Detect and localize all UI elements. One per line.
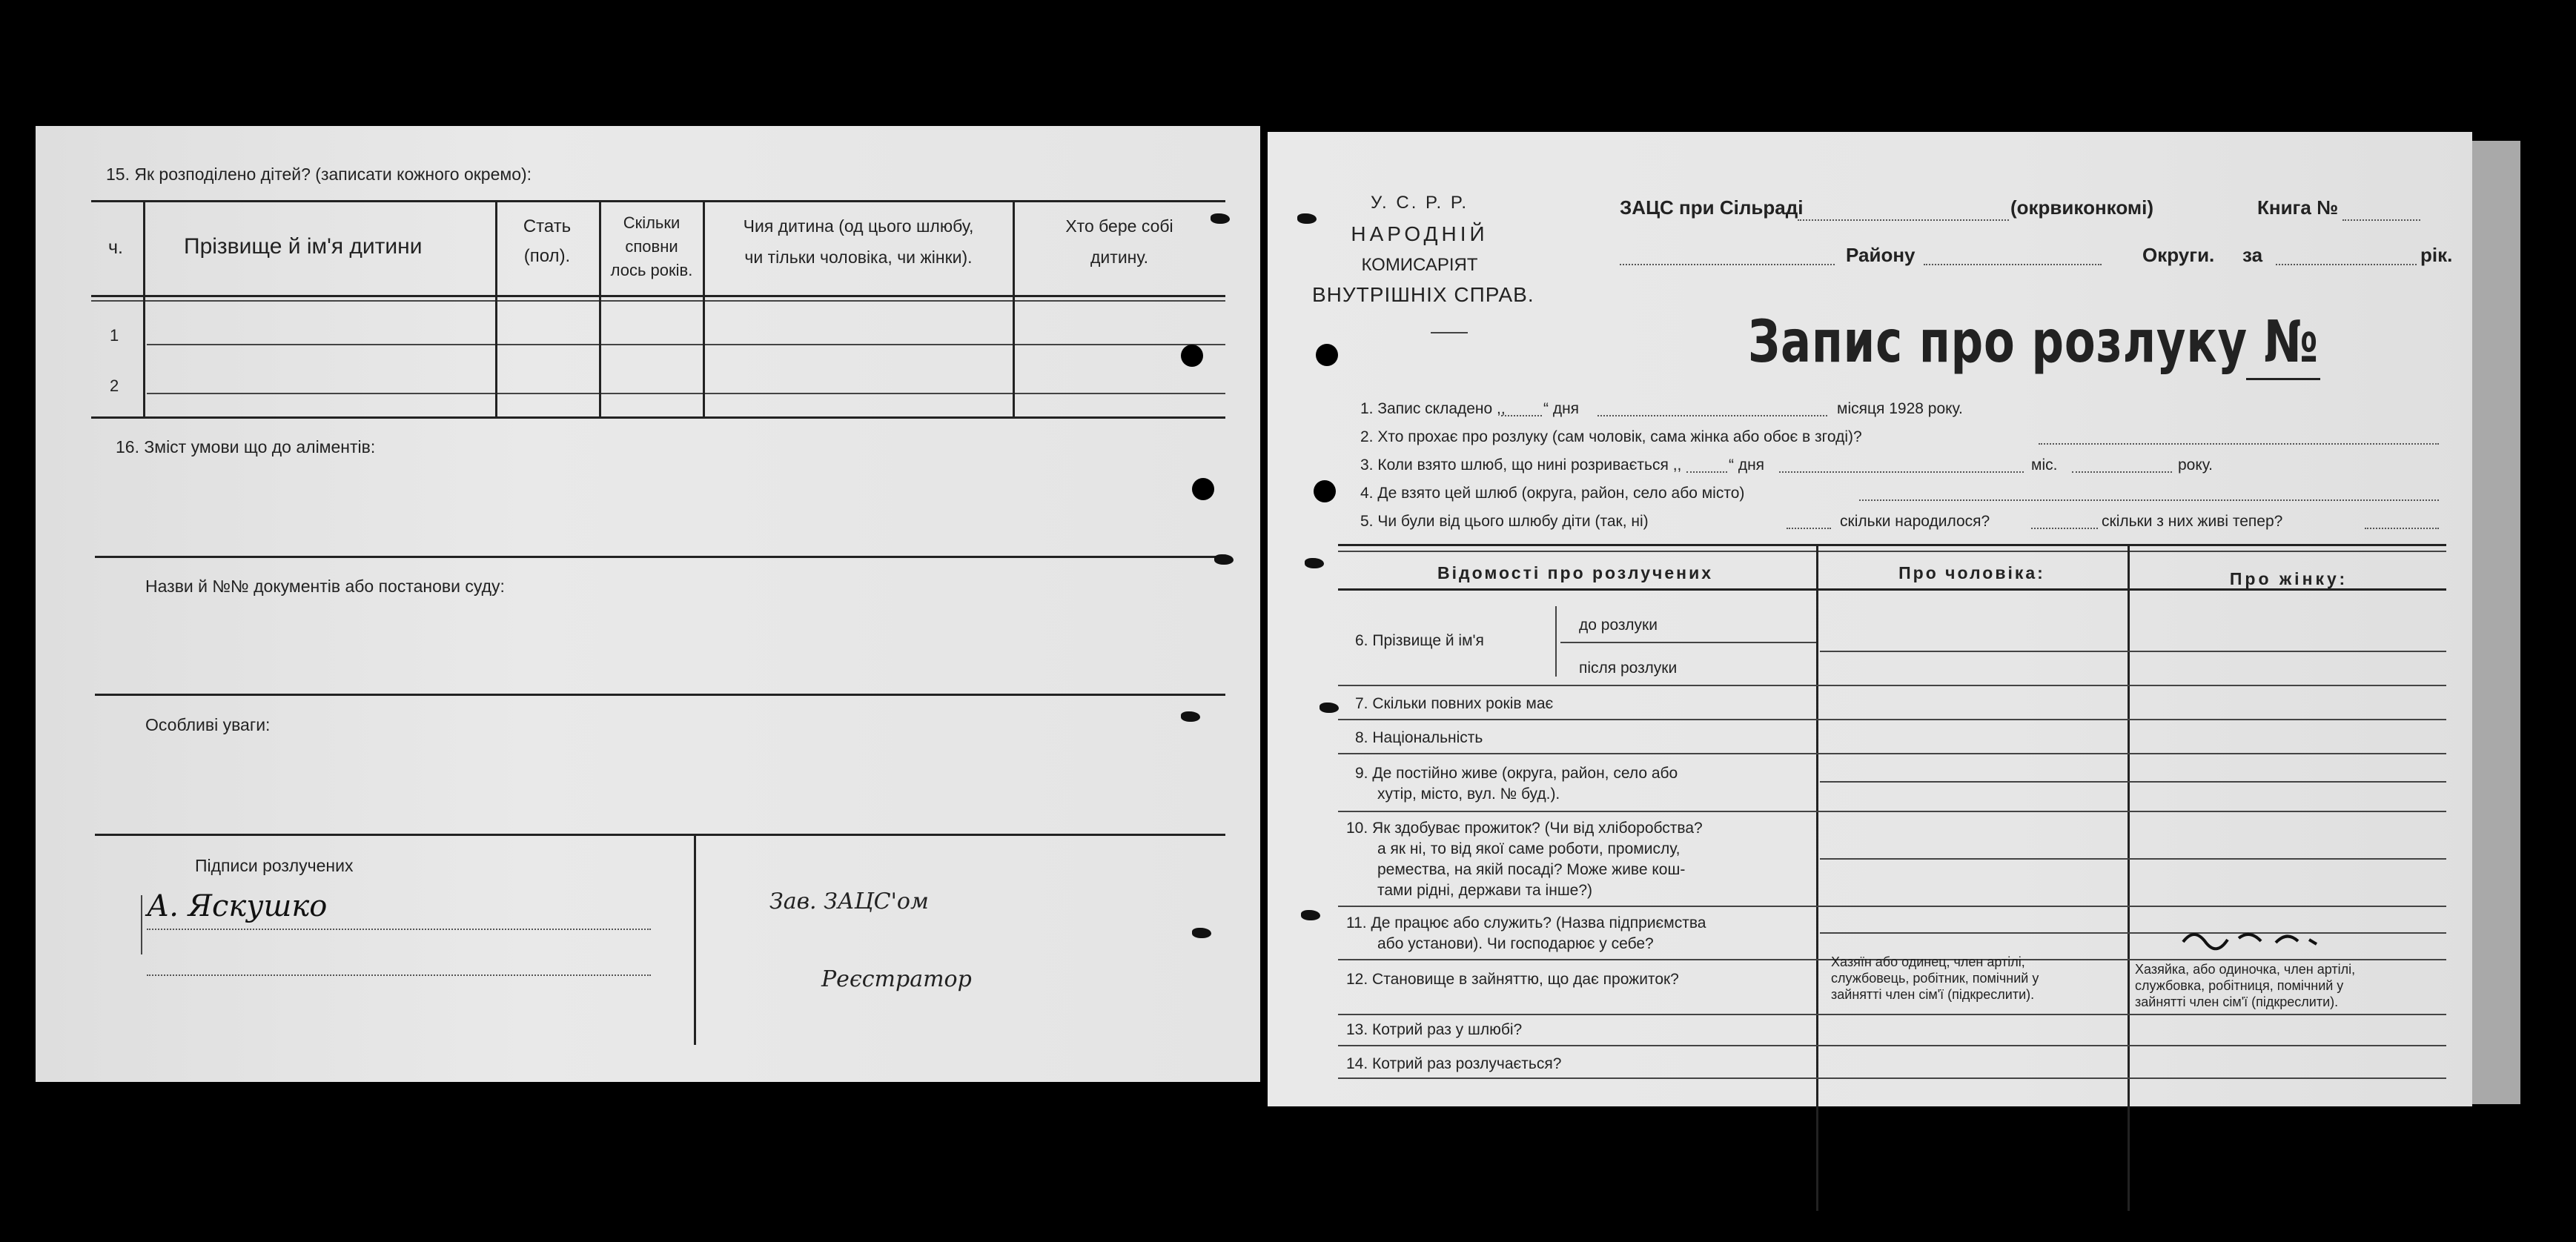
row-rule (1338, 906, 2446, 907)
row-rule (1338, 1014, 2446, 1015)
question-4: 4. Де взято цей шлюб (округа, район, село або місто) (1360, 485, 1745, 502)
binding-hole (1314, 480, 1336, 502)
fill-line (2031, 528, 2098, 529)
row-rule (1338, 719, 2446, 720)
row-number: 2 (110, 376, 119, 395)
wife-status-3: зайнятті член сім'ї (підкреслити). (2135, 994, 2339, 1009)
binding-hole (1316, 344, 1338, 366)
header-child-name: Прізвище й ім'я дитини (184, 234, 423, 259)
registrar-label: Реєстратор (821, 966, 972, 992)
question-2: 2. Хто прохає про розлуку (сам чоловік, сама жінка або обоє в згоді)? (1360, 428, 1862, 445)
header-who-takes-2: дитину. (1090, 248, 1148, 267)
table-top-rule-2 (1338, 551, 2446, 552)
binding-tear (1297, 213, 1317, 224)
commissariat-line-1: НАРОДНІЙ (1351, 222, 1489, 245)
binding-tear (1211, 213, 1230, 224)
question-5-born: скільки народилося? (1840, 513, 1990, 530)
header-num: ч. (108, 237, 123, 258)
signatures-label: Підписи розлучених (195, 856, 354, 875)
table-col-divider (2128, 544, 2130, 1211)
fill-line (1501, 415, 1542, 416)
header-whose-2: чи тільки чоловіка, чи жінки). (744, 248, 973, 267)
brace (1555, 606, 1557, 677)
commissariat-line-3: ВНУТРІШНІХ СПРАВ. (1312, 283, 1534, 306)
fill-line (2039, 443, 2439, 445)
question-6-after: після розлуки (1579, 660, 1678, 677)
binding-hole (1192, 478, 1214, 500)
question-9-line-2: хутір, місто, вул. № буд.). (1377, 786, 1560, 803)
binding-tear (1192, 928, 1211, 938)
row-rule (1820, 858, 2446, 860)
fill-line (1798, 219, 2009, 221)
row-rule (1820, 781, 2446, 783)
fill-line (1859, 499, 2439, 501)
header-sex-sub: (пол). (523, 246, 571, 266)
question-1-day: “ дня (1543, 400, 1580, 417)
wife-status-2: службовка, робітниця, помічний у (2135, 978, 2344, 993)
table-col-divider (495, 200, 497, 416)
fill-line (1787, 528, 1831, 529)
year-za-label: за (2242, 244, 2263, 266)
table-col-divider (143, 200, 145, 416)
row-rule (1338, 1045, 2446, 1046)
rayon-label: Району (1846, 244, 1916, 266)
husband-status-1: Хазяїн або одинец, член артілі, (1831, 954, 2025, 969)
special-notes-label: Особливі уваги: (145, 715, 271, 734)
table-row-rule (147, 393, 1225, 394)
section-rule (95, 556, 1225, 558)
fill-line (2072, 471, 2172, 473)
fill-line (1597, 415, 1827, 416)
header-who-takes: Хто бере собі (1065, 216, 1173, 236)
question-3: 3. Коли взято шлюб, що нині розривається ,, (1360, 456, 1682, 474)
fill-line (2342, 219, 2420, 221)
row-rule (1338, 685, 2446, 686)
table-header-rule (91, 295, 1225, 297)
ussr-label: У. С. Р. Р. (1370, 193, 1469, 213)
header-sex: Стать (523, 216, 572, 236)
row-rule (1820, 932, 2446, 934)
page-title: Запис про розлуку № (1748, 309, 2319, 376)
row-number: 1 (110, 326, 119, 345)
table-header-rule (1338, 588, 2446, 591)
binding-tear (1320, 703, 1339, 713)
year-label: рік. (2420, 244, 2453, 266)
column-wife: Про жінку: (2229, 569, 2348, 588)
question-1-month: місяця 1928 року. (1837, 400, 1963, 417)
binding-tear (1181, 711, 1200, 722)
question-3-year: року. (2178, 456, 2214, 474)
wife-status-1: Хазяйка, або одиночка, член артілі, (2135, 962, 2356, 977)
question-3-day: “ дня (1729, 456, 1765, 474)
table-col-divider (599, 200, 601, 416)
question-11-line-2: або установи). Чи господарює у себе? (1377, 935, 1654, 952)
column-info: Відомості про розлучених (1437, 563, 1713, 582)
table-top-rule (91, 200, 1225, 202)
question-11: 11. Де працює або служить? (Назва підприємства (1346, 914, 1706, 932)
title-number-line (2246, 378, 2320, 380)
row-rule (1338, 811, 2446, 812)
question-5-alive: скільки з них живі тепер? (2102, 513, 2283, 530)
binding-tear (1214, 554, 1234, 565)
question-10-line-4: тами рідні, держави та інше?) (1377, 882, 1593, 899)
okrvykonkom-label: (окрвиконкомі) (2010, 196, 2153, 219)
question-6: 6. Прізвище й ім'я (1355, 632, 1484, 649)
question-3-month: міс. (2031, 456, 2058, 474)
right-page (1268, 132, 2472, 1106)
header-age-2: сповни (625, 237, 678, 256)
question-5: 5. Чи були від цього шлюбу діти (так, ні) (1360, 513, 1649, 530)
book-label: Книга № (2257, 196, 2339, 219)
binding-hole (1181, 345, 1203, 367)
question-6-before: до розлуки (1579, 617, 1658, 634)
row-rule (1560, 642, 1816, 643)
fill-line (1924, 264, 2102, 265)
signature-mark (141, 895, 142, 954)
table-col-divider (1816, 544, 1818, 1211)
binding-tear (1301, 910, 1320, 920)
question-13: 13. Котрий раз у шлюбі? (1346, 1021, 1523, 1038)
binding-tear (1305, 558, 1324, 568)
row-rule (1338, 753, 2446, 754)
okruga-label: Округи. (2142, 244, 2215, 266)
head-of-zags-label: Зав. ЗАЦС'ом (769, 889, 929, 914)
fill-line (2276, 264, 2417, 265)
question-15: 15. Як розподілено дітей? (записати кожного окремо): (106, 165, 532, 184)
question-10-line-2: а як ні, то від якої саме роботи, промислу, (1377, 840, 1681, 857)
zags-label: ЗАЦС при Сільраді (1620, 196, 1804, 219)
table-header-rule-2 (91, 300, 1225, 302)
ornament (1431, 332, 1468, 333)
fill-line (1620, 264, 1835, 265)
fill-line (1779, 471, 2024, 473)
question-8: 8. Національність (1355, 729, 1483, 746)
table-col-divider (703, 200, 705, 416)
section-rule (95, 834, 1225, 836)
handwritten-signature: А. Яскушко (147, 889, 328, 923)
handwritten-mark (2179, 923, 2320, 953)
header-whose: Чия дитина (од цього шлюбу, (743, 216, 974, 236)
header-age-3: лось років. (610, 261, 693, 279)
table-row-rule (147, 344, 1225, 345)
question-10: 10. Як здобуває прожиток? (Чи від хліборобства? (1346, 820, 1703, 837)
question-1: 1. Запис складено ,, (1360, 400, 1506, 417)
table-bottom-rule (91, 416, 1225, 419)
row-rule (1820, 651, 2446, 652)
fill-line (2365, 528, 2439, 529)
row-rule (1338, 1077, 2446, 1079)
question-12: 12. Становище в зайняттю, що дає прожиток? (1346, 971, 1679, 988)
question-14: 14. Котрий раз розлучається? (1346, 1055, 1562, 1072)
question-10-line-3: ремества, на якій посаді? Може живе кош- (1377, 861, 1686, 878)
table-top-rule (1338, 544, 2446, 546)
husband-status-3: зайнятті член сім'ї (підкреслити). (1831, 987, 2035, 1002)
signature-line (147, 929, 651, 930)
commissariat-line-2: КОМИСАРІЯТ (1361, 255, 1478, 275)
header-age: Скільки (623, 213, 681, 232)
husband-status-2: службовець, робітник, помічний у (1831, 971, 2039, 986)
signature-line (147, 974, 651, 976)
left-page (36, 126, 1260, 1082)
question-9: 9. Де постійно живе (округа, район, село або (1355, 765, 1678, 782)
signature-divider (694, 834, 696, 1045)
fill-line (1686, 471, 1727, 473)
question-7: 7. Скільки повних років має (1355, 695, 1554, 712)
section-rule (95, 694, 1225, 696)
documents-label: Назви й №№ документів або постанови суду: (145, 577, 505, 596)
table-col-divider (1013, 200, 1015, 416)
column-husband: Про чоловіка: (1898, 563, 2045, 582)
question-16: 16. Зміст умови що до аліментів: (116, 437, 376, 456)
